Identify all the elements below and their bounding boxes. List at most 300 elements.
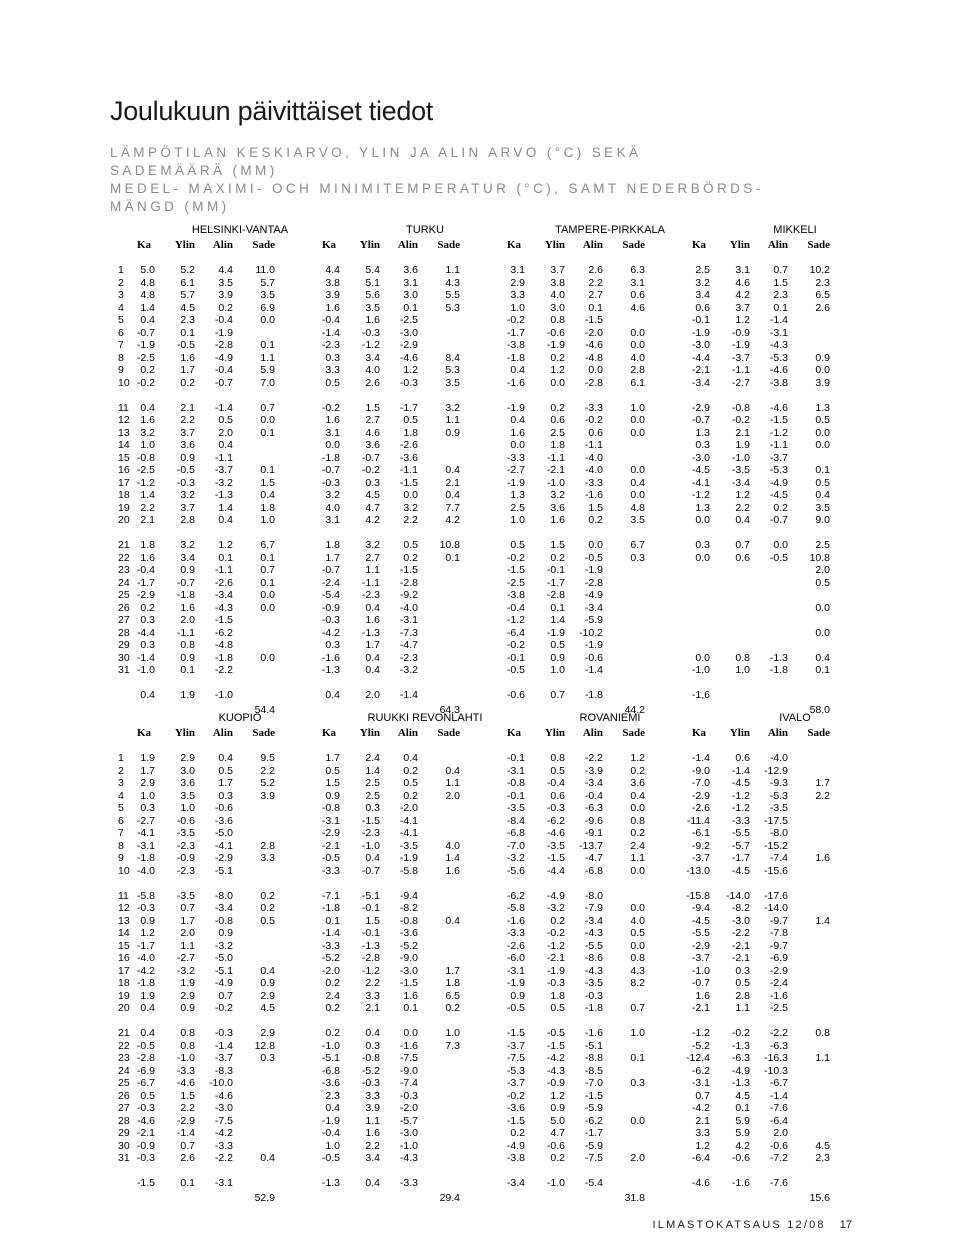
table-cell: 1.5	[325, 777, 340, 789]
day-number: 20	[118, 1002, 130, 1014]
table-cell: 1.1	[365, 1114, 380, 1127]
table-cell: 1.2	[735, 314, 750, 326]
day-number: 5	[118, 802, 124, 814]
table-cell: 2.7	[588, 289, 603, 301]
table-cell: -4.9	[214, 351, 233, 364]
table-cell: -2.7	[136, 814, 155, 827]
table-cell: 0.4	[218, 439, 233, 451]
table-cell: -2.3	[399, 651, 418, 664]
table-cell: -6.2	[506, 889, 525, 902]
table-cell: 1.1	[180, 939, 195, 952]
table-cell: 2.2	[140, 501, 155, 514]
table-cell: -1.2	[546, 939, 565, 952]
table-cell: 2.9	[260, 1027, 275, 1039]
column-header-label: Ka	[691, 727, 706, 739]
table-cell: -5.9	[584, 1102, 603, 1114]
table-cell: -0.7	[361, 451, 380, 464]
table-cell: 5.2	[180, 264, 195, 276]
table-cell: -7.9	[584, 902, 603, 914]
table-cell: 7.3	[445, 1039, 460, 1052]
table-cell: -0.9	[731, 326, 750, 339]
table-cell: -4.5	[691, 464, 710, 476]
table-cell: 0.0	[630, 902, 645, 914]
table-cell: -2.3	[361, 589, 380, 601]
table-cell: 3.2	[140, 426, 155, 439]
table-cell: -4.0	[584, 451, 603, 464]
table-cell: -2.3	[361, 827, 380, 839]
table-cell: -4.2	[691, 1102, 710, 1114]
day-number: 8	[118, 839, 124, 852]
table-cell: 3.7	[180, 501, 195, 514]
table-cell: -0.3	[546, 977, 565, 989]
table-cell: 1.7	[445, 964, 460, 977]
table-cell: -6.7	[769, 1077, 788, 1089]
table-cell: -4.0	[399, 601, 418, 614]
day-number: 3	[118, 289, 124, 301]
table-cell: 1.4	[815, 914, 830, 927]
table-cell: -4.2	[546, 1052, 565, 1064]
table-cell: -4.3	[546, 1064, 565, 1077]
table-cell: 3.3	[325, 364, 340, 376]
table-cell: -0.3	[136, 1102, 155, 1114]
table-cell: -1.1	[399, 464, 418, 476]
table-cell: -9.2	[399, 589, 418, 601]
table-cell: 3.2	[325, 489, 340, 501]
table-cell: -3.3	[584, 401, 603, 414]
table-cell: 4.0	[550, 289, 565, 301]
table-cell: -1.5	[546, 852, 565, 864]
table-cell: 4.4	[218, 264, 233, 276]
table-cell: -0.7	[321, 464, 340, 476]
table-cell: 0.3	[365, 476, 380, 489]
table-cell: -1.2	[361, 339, 380, 351]
table-cell: -0.2	[584, 414, 603, 426]
table-cell: 2.1	[445, 476, 460, 489]
table-cell: 0.9	[550, 1102, 565, 1114]
day-number: 18	[118, 977, 130, 989]
table-cell: 3.6	[403, 264, 418, 276]
table-cell: 6.5	[815, 289, 830, 301]
column-header-label: Ylin	[544, 727, 565, 739]
table-cell: 1.0	[510, 514, 525, 526]
table-cell: 0.8	[180, 1039, 195, 1052]
table-cell: 7.7	[445, 501, 460, 514]
table-cell: -1.8	[176, 589, 195, 601]
table-cell: 1.0	[140, 789, 155, 802]
table-cell: 1.0	[550, 664, 565, 676]
table-cell: -1.0	[361, 839, 380, 852]
table-cell: -2.1	[691, 364, 710, 376]
table-cell: 3.3	[365, 989, 380, 1002]
table-cell: -3.8	[506, 339, 525, 351]
table-cell: -0.6	[584, 651, 603, 664]
table-cell: 1.1	[735, 1002, 750, 1014]
table-cell: -3.1	[506, 964, 525, 977]
table-cell: 4.2	[365, 514, 380, 526]
table-cell: 5.2	[260, 777, 275, 789]
table-cell: 2.3	[773, 289, 788, 301]
table-cell: -0.7	[361, 864, 380, 877]
table-cell: -3.5	[769, 802, 788, 814]
table-cell: -8.0	[584, 889, 603, 902]
table-cell: 2.6	[180, 1152, 195, 1164]
table-cell: 1.6	[365, 614, 380, 626]
table-cell: -9.3	[769, 777, 788, 789]
table-cell: -8.5	[584, 1064, 603, 1077]
table-cell: 1.7	[325, 551, 340, 564]
table-cell: -1.3	[361, 626, 380, 639]
table-cell: -8.3	[214, 1064, 233, 1077]
table-cell: -6.3	[769, 1039, 788, 1052]
table-cell: 0.5	[815, 414, 830, 426]
table-cell: 0.4	[403, 752, 418, 764]
table-cell: 0.0	[630, 1114, 645, 1127]
table-cell: -0.5	[584, 551, 603, 564]
table-cell: 0.1	[588, 301, 603, 314]
table-cell: -3.3	[399, 1177, 418, 1189]
table-cell: 0.6	[735, 551, 750, 564]
table-cell: -7.5	[584, 1152, 603, 1164]
table-cell: 3.4	[365, 351, 380, 364]
table-cell: -5.9	[584, 614, 603, 626]
table-cell: 8.2	[630, 977, 645, 989]
table-cell: -3.3	[176, 1064, 195, 1077]
table-cell: -2.0	[399, 802, 418, 814]
table-cell: 1.6	[365, 314, 380, 326]
table-cell: 3.3	[695, 1127, 710, 1139]
table-cell: 2.1	[180, 401, 195, 414]
table-cell: -4.9	[731, 1064, 750, 1077]
table-cell: 2.2	[403, 514, 418, 526]
day-number: 24	[118, 576, 130, 589]
column-header-label: Sade	[807, 239, 830, 251]
table-cell: -0.1	[361, 902, 380, 914]
table-cell: -3.4	[584, 914, 603, 927]
table-cell: -3.5	[546, 839, 565, 852]
table-cell: -2.0	[321, 964, 340, 977]
table-cell: 0.4	[365, 601, 380, 614]
table-cell: -2.5	[506, 576, 525, 589]
table-cell: 0.2	[403, 789, 418, 802]
table-cell: -1.4	[731, 764, 750, 777]
table-cell: 0.1	[260, 339, 275, 351]
table-cell: -4.6	[546, 827, 565, 839]
table-cell: -1.1	[546, 451, 565, 464]
table-cell: -3.0	[399, 326, 418, 339]
table-cell: 1.2	[140, 927, 155, 939]
table-cell: -0.7	[691, 414, 710, 426]
table-cell: -0.5	[176, 464, 195, 476]
table-cell: -2.9	[399, 339, 418, 351]
table-cell: 0.6	[695, 301, 710, 314]
table-cell: 1.8	[403, 426, 418, 439]
table-cell: 0.8	[735, 651, 750, 664]
table-cell: 0.3	[630, 1077, 645, 1089]
table-cell: -5.1	[361, 889, 380, 902]
table-cell: 4.7	[550, 1127, 565, 1139]
table-cell: -1.9	[584, 639, 603, 651]
table-cell: 0.0	[403, 489, 418, 501]
table-cell: 4.0	[445, 839, 460, 852]
table-cell: -1.6	[506, 376, 525, 389]
table-cell: -12.9	[764, 764, 788, 777]
table-cell: -0.7	[176, 576, 195, 589]
table-cell: -2.3	[176, 864, 195, 877]
table-cell: -6.2	[691, 1064, 710, 1077]
table-cell: 0.3	[735, 964, 750, 977]
day-number: 23	[118, 564, 130, 576]
table-cell: -1.2	[769, 426, 788, 439]
table-cell: -14.0	[764, 902, 788, 914]
table-cell: 1.6	[140, 551, 155, 564]
table-cell: -2.9	[176, 1114, 195, 1127]
table-cell: 5.9	[260, 364, 275, 376]
table-cell: -0.4	[506, 601, 525, 614]
day-number: 16	[118, 952, 130, 964]
table-cell: -2.6	[691, 802, 710, 814]
table-cell: -1.7	[136, 576, 155, 589]
table-cell: 0.4	[735, 514, 750, 526]
table-cell: -7.4	[399, 1077, 418, 1089]
table-cell: -0.6	[731, 1152, 750, 1164]
table-cell: 2.0	[630, 1152, 645, 1164]
table-cell: -9.0	[399, 1064, 418, 1077]
table-cell: 58.0	[809, 703, 830, 716]
table-cell: -6.9	[769, 952, 788, 964]
table-cell: 3.5	[260, 289, 275, 301]
table-cell: 0.1	[260, 551, 275, 564]
table-cell: -2.3	[176, 839, 195, 852]
table-cell: 1.1	[815, 1052, 830, 1064]
table-cell: -0.4	[214, 314, 233, 326]
table-cell: 0.3	[218, 789, 233, 802]
table-cell: -2.6	[214, 576, 233, 589]
table-cell: 3.2	[445, 401, 460, 414]
table-cell: -0.3	[361, 1077, 380, 1089]
table-cell: 0.2	[325, 977, 340, 989]
table-cell: -5.2	[361, 1064, 380, 1077]
table-cell: 1.0	[510, 301, 525, 314]
table-cell: -1.0	[546, 476, 565, 489]
table-cell: 1.6	[815, 852, 830, 864]
table-cell: -5.2	[399, 939, 418, 952]
table-cell: -3.3	[506, 451, 525, 464]
table-cell: 4.3	[630, 964, 645, 977]
table-cell: 1.7	[365, 639, 380, 651]
table-cell: 1.5	[365, 401, 380, 414]
table-cell: 2.2	[588, 276, 603, 289]
table-cell: -3.3	[214, 1139, 233, 1152]
table-cell: -2.1	[136, 1127, 155, 1139]
table-cell: -4.8	[584, 351, 603, 364]
day-number: 6	[118, 326, 124, 339]
table-cell: 4.8	[140, 276, 155, 289]
table-cell: 1.4	[550, 614, 565, 626]
table-cell: -3.0	[399, 1127, 418, 1139]
table-cell: -1.4	[321, 326, 340, 339]
table-cell: 3.3	[260, 852, 275, 864]
day-number: 28	[118, 1114, 130, 1127]
table-cell: 2.7	[365, 414, 380, 426]
table-cell: 10.8	[809, 551, 830, 564]
day-number: 27	[118, 1102, 130, 1114]
table-cell: -15.2	[764, 839, 788, 852]
column-header-label: Alin	[397, 239, 418, 251]
table-cell: -0.2	[506, 639, 525, 651]
table-cell: -2.2	[731, 927, 750, 939]
table-cell: 5.7	[180, 289, 195, 301]
table-cell: -1.9	[506, 401, 525, 414]
day-number: 26	[118, 601, 130, 614]
table-cell: 0.9	[325, 789, 340, 802]
table-cell: -5.3	[769, 464, 788, 476]
table-cell: -5.0	[214, 952, 233, 964]
table-cell: 1.6	[695, 989, 710, 1002]
table-cell: 0.4	[325, 689, 340, 701]
table-cell: 4.5	[180, 301, 195, 314]
table-cell: -0.6	[769, 1139, 788, 1152]
table-cell: 3.9	[325, 289, 340, 301]
table-cell: -1.2	[136, 476, 155, 489]
table-cell: 0.5	[815, 576, 830, 589]
table-cell: 0.2	[403, 764, 418, 777]
table-cell: 0.2	[588, 514, 603, 526]
table-cell: -1.6	[321, 651, 340, 664]
table-cell: 0.8	[180, 1027, 195, 1039]
table-cell: 1.0	[180, 802, 195, 814]
table-cell: 0.0	[630, 489, 645, 501]
table-cell: 5.9	[735, 1114, 750, 1127]
table-cell: 0.0	[588, 539, 603, 551]
table-cell: 0.4	[218, 514, 233, 526]
table-cell: 2.0	[365, 689, 380, 701]
table-cell: -0.7	[321, 564, 340, 576]
column-header-label: Sade	[807, 727, 830, 739]
day-number: 5	[118, 314, 124, 326]
table-cell: -1.2	[506, 614, 525, 626]
table-cell: 3.5	[218, 276, 233, 289]
day-number: 20	[118, 514, 130, 526]
table-cell: 5.7	[260, 276, 275, 289]
table-cell: -3.3	[731, 814, 750, 827]
table-cell: 0.4	[140, 689, 155, 701]
table-cell: 2.0	[218, 426, 233, 439]
table-cell: 0.5	[815, 476, 830, 489]
table-cell: -2.8	[584, 576, 603, 589]
table-cell: -4.9	[769, 476, 788, 489]
column-header-label: Alin	[212, 239, 233, 251]
table-cell: -9.7	[769, 914, 788, 927]
day-number: 9	[118, 364, 124, 376]
table-cell: -1.2	[731, 789, 750, 802]
subtitle-line: MÄNGD (MM)	[110, 199, 230, 214]
table-cell: 0.1	[218, 551, 233, 564]
table-cell: 2.2	[815, 789, 830, 802]
table-cell: 1.0	[735, 664, 750, 676]
table-cell: 0.1	[180, 664, 195, 676]
table-cell: 0.9	[180, 1002, 195, 1014]
table-cell: 15.6	[809, 1191, 830, 1204]
table-cell: 1.8	[445, 977, 460, 989]
day-number: 8	[118, 351, 124, 364]
table-cell: 0.3	[365, 1039, 380, 1052]
table-cell: 0.4	[630, 789, 645, 802]
table-cell: -4.9	[584, 589, 603, 601]
table-cell: -6.2	[546, 814, 565, 827]
table-cell: -9.0	[691, 764, 710, 777]
table-cell: -7.6	[769, 1102, 788, 1114]
table-cell: 0.0	[630, 939, 645, 952]
table-cell: 6.7	[630, 539, 645, 551]
table-cell: 5.5	[445, 289, 460, 301]
table-cell: 2.3	[815, 276, 830, 289]
day-number: 19	[118, 501, 130, 514]
table-cell: 1.4	[140, 489, 155, 501]
table-cell: -2.4	[321, 576, 340, 589]
table-cell: -0.1	[506, 752, 525, 764]
table-cell: -3.7	[691, 852, 710, 864]
table-cell: 0.4	[260, 964, 275, 977]
table-cell: 0.4	[445, 914, 460, 927]
table-cell: -8.6	[584, 952, 603, 964]
table-cell: -6.8	[584, 864, 603, 877]
day-number: 9	[118, 852, 124, 864]
table-cell: 0.4	[815, 489, 830, 501]
table-cell: -5.7	[731, 839, 750, 852]
table-cell: 3.0	[403, 289, 418, 301]
table-cell: 7.0	[260, 376, 275, 389]
table-cell: -2.9	[769, 964, 788, 977]
table-cell: 0.9	[180, 651, 195, 664]
table-cell: -3.0	[731, 914, 750, 927]
table-cell: -5.4	[321, 589, 340, 601]
table-cell: -2.9	[321, 827, 340, 839]
table-cell: 0.7	[773, 264, 788, 276]
table-cell: 5.3	[445, 301, 460, 314]
table-cell: 3.2	[695, 276, 710, 289]
table-cell: -4.1	[136, 827, 155, 839]
table-cell: -1.4	[176, 1127, 195, 1139]
column-header-label: Ylin	[359, 239, 380, 251]
table-cell: 0.1	[180, 1177, 195, 1189]
table-cell: 2.2	[735, 501, 750, 514]
footer	[653, 1219, 852, 1231]
table-cell: -3.1	[399, 614, 418, 626]
table-cell: -0.7	[136, 326, 155, 339]
table-cell: 0.0	[403, 1027, 418, 1039]
table-cell: -4.9	[506, 1139, 525, 1152]
table-cell: -6.2	[214, 626, 233, 639]
table-cell: -0.7	[691, 977, 710, 989]
table-cell: 4.0	[325, 501, 340, 514]
table-cell: -4.0	[584, 464, 603, 476]
table-cell: -0.1	[546, 564, 565, 576]
column-header-label: Alin	[212, 727, 233, 739]
table-cell: 0.5	[140, 1089, 155, 1102]
table-cell: -5.5	[691, 927, 710, 939]
table-cell: -1.5	[399, 564, 418, 576]
table-cell: 0.4	[445, 464, 460, 476]
table-cell: -5.1	[584, 1039, 603, 1052]
table-cell: 0.4	[510, 364, 525, 376]
table-cell: 1.0	[630, 1027, 645, 1039]
table-cell: -0.2	[361, 464, 380, 476]
table-cell: 2.3	[180, 314, 195, 326]
table-cell: -5.7	[399, 1114, 418, 1127]
table-cell: 0.2	[403, 551, 418, 564]
table-cell: -1.8	[136, 977, 155, 989]
table-cell: -4.0	[769, 752, 788, 764]
